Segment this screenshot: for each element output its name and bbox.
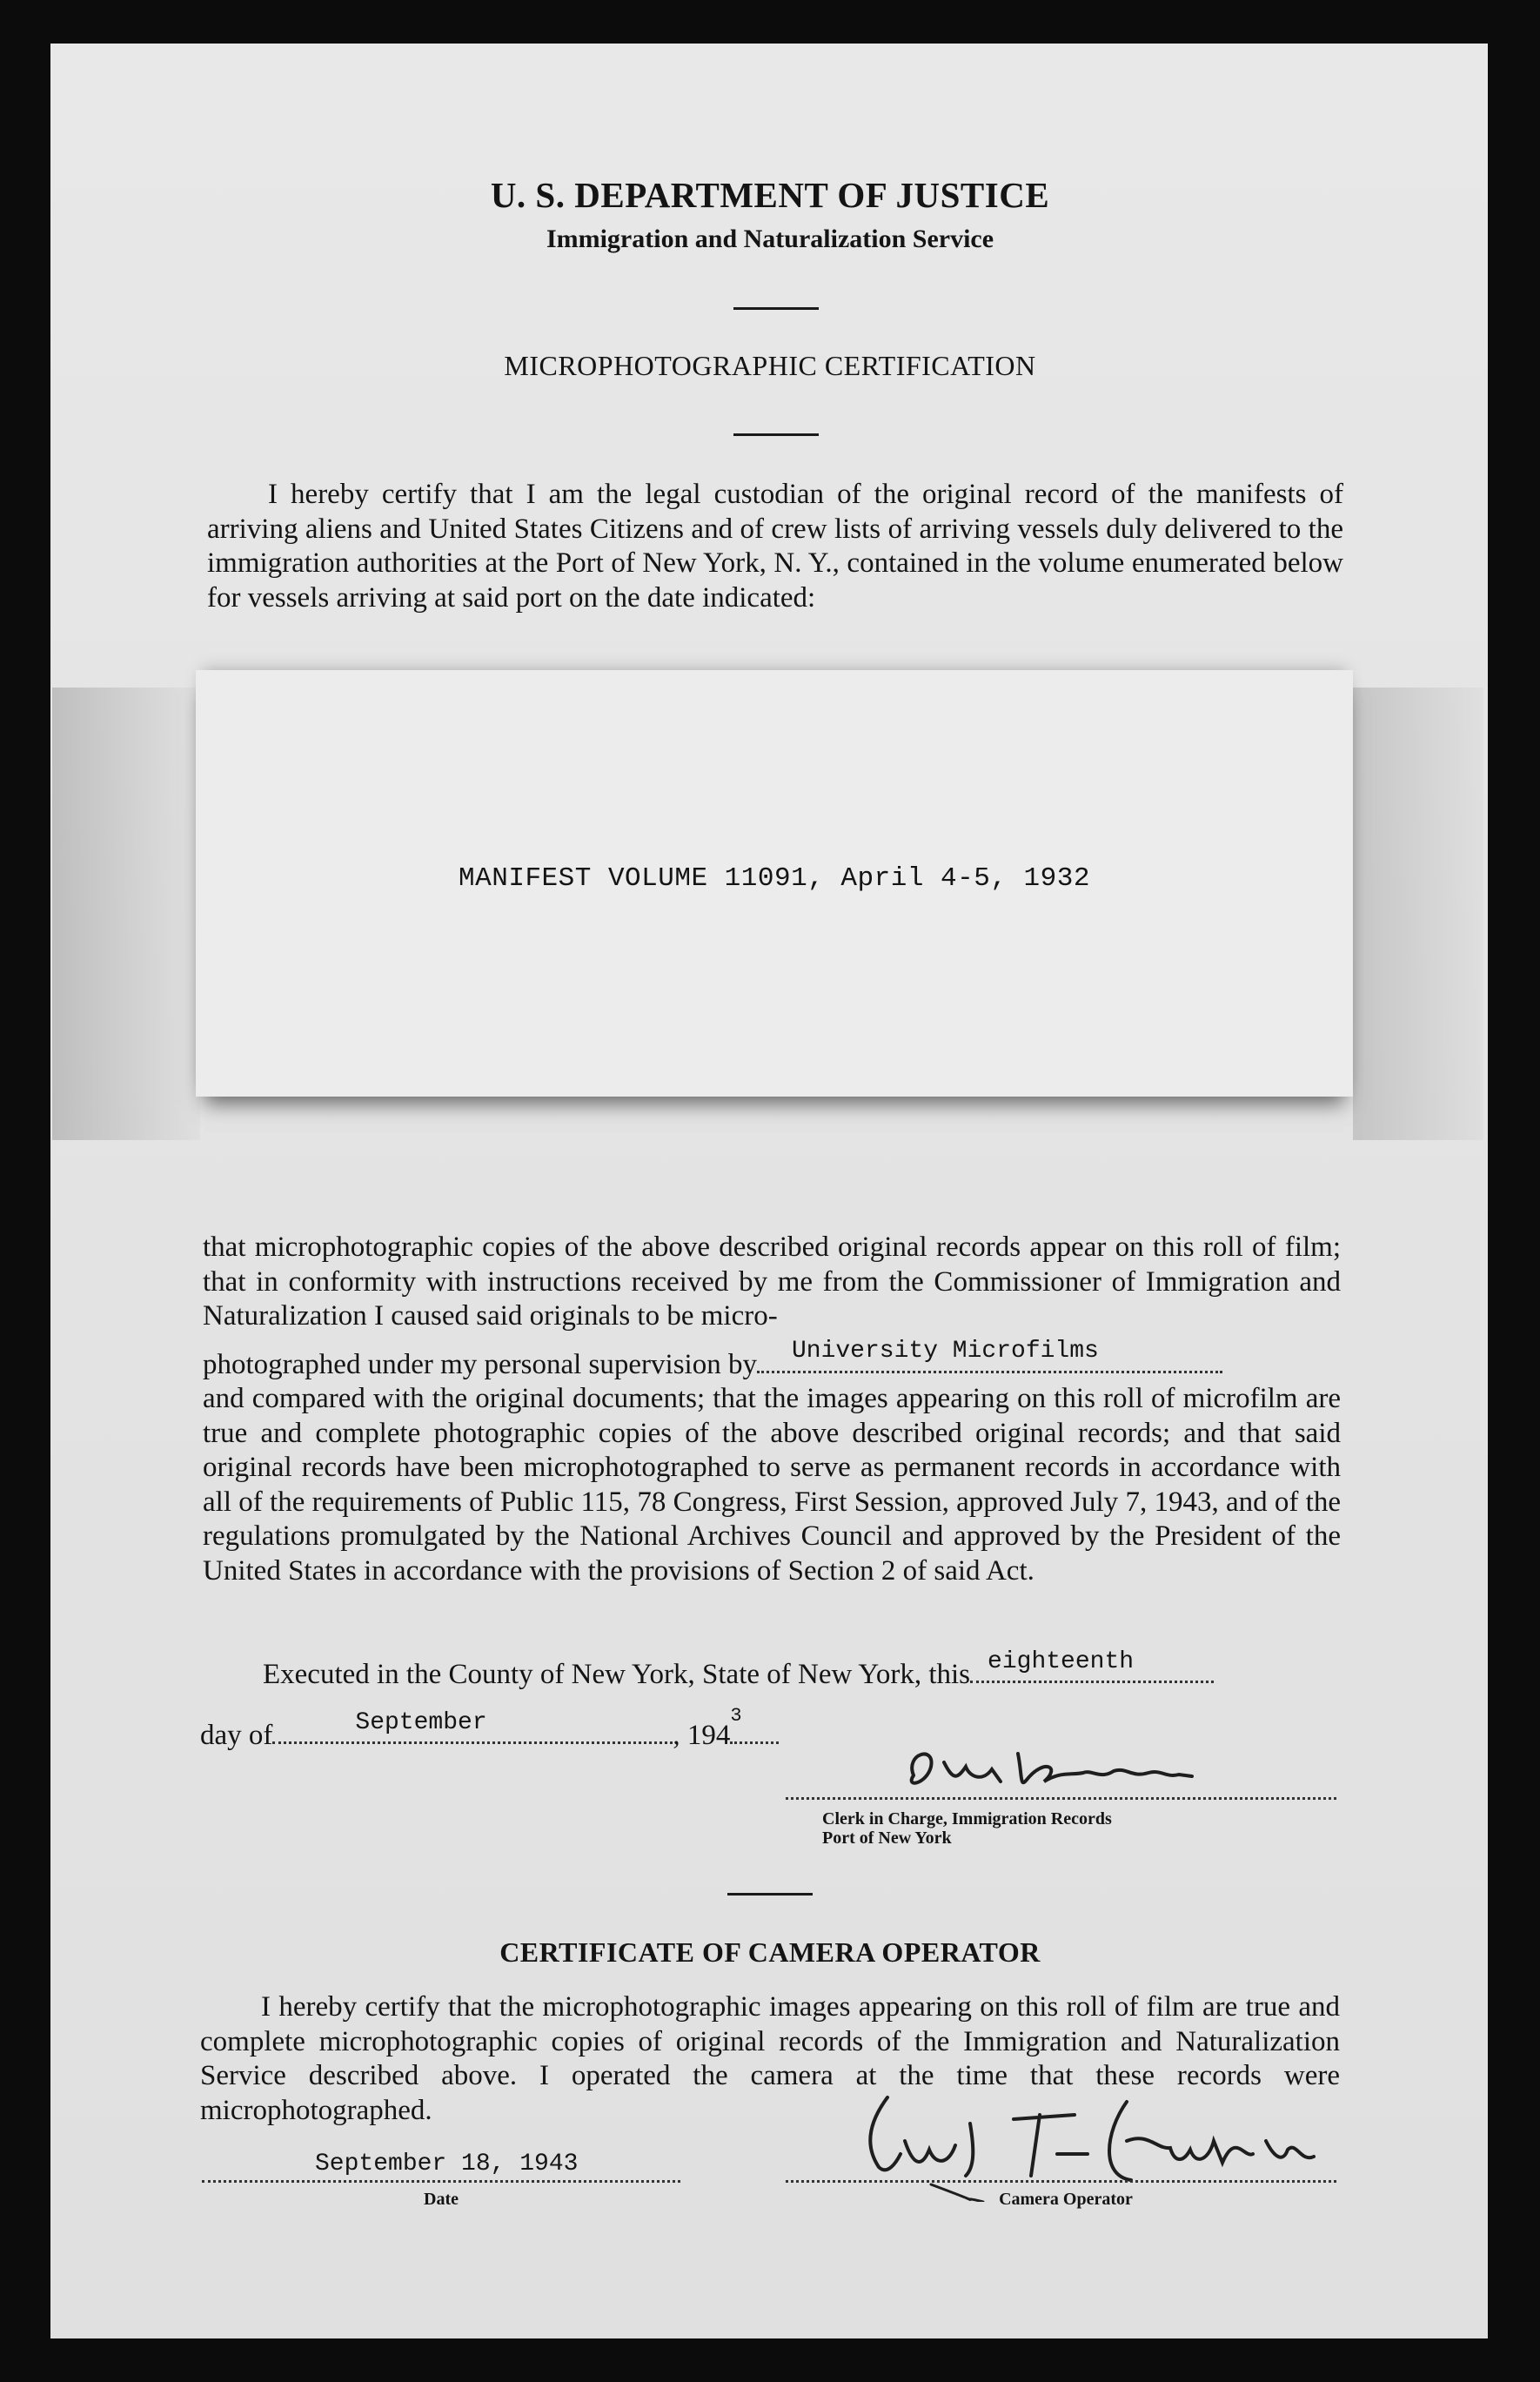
body-line2 xyxy=(203,1339,1341,1383)
date-label: Date xyxy=(424,2190,459,2209)
clerk-title-line2: Port of New York xyxy=(822,1828,952,1848)
clerk-signature xyxy=(783,1728,1340,1806)
camera-operator-paragraph: I hereby certify that the microphotographic images appearing on this roll of film are true and complete microphotographic copies of original records of the Immigration and Naturalization Service described above. I operated the camera at the time that these records were microphotographed. xyxy=(200,1991,1340,2126)
body-paragraph xyxy=(203,1231,1341,1588)
supervision-prefix: photographed under my personal supervision by xyxy=(203,1348,757,1380)
year-field xyxy=(730,1704,779,1744)
clerk-signature-line xyxy=(786,1797,1336,1800)
year-digit: 3 xyxy=(730,1704,742,1727)
day-of-label: day of xyxy=(200,1720,273,1751)
operator-label: Camera Operator xyxy=(999,2190,1133,2209)
manifest-card xyxy=(196,670,1353,1097)
card-shadow-left xyxy=(52,688,200,1140)
month-value: September xyxy=(355,1708,487,1736)
clerk-title xyxy=(822,1809,1257,1848)
camera-operator-heading: CERTIFICATE OF CAMERA OPERATOR xyxy=(499,1936,1041,1968)
service-subtitle: Immigration and Naturalization Service xyxy=(546,225,994,253)
intro-paragraph: I hereby certify that I am the legal custodian of the original record of the manifests of arriving aliens and United States Citizens and of crew lists of arriving vessels duly delivered to the immigration authorities at the Port of New York, N. Y., contained in the volume enumerated below for vessels arriving at said port on the date indicated: xyxy=(207,479,1343,614)
day-value: eighteenth xyxy=(988,1647,1135,1675)
clerk-title-line1: Clerk in Charge, Immigration Records xyxy=(822,1809,1112,1828)
date-signature-line xyxy=(202,2180,680,2183)
operator-date-field xyxy=(202,2151,680,2183)
month-field xyxy=(272,1710,673,1744)
manifest-volume-text: MANIFEST VOLUME 11091, April 4-5, 1932 xyxy=(459,863,1090,894)
section-divider xyxy=(727,1893,813,1896)
operator-date-value: September 18, 1943 xyxy=(315,2151,579,2177)
execution-line xyxy=(263,1649,1342,1693)
body-line1: that microphotographic copies of the above described original records appear on this roll of film; that in conformity with instructions received by me from the Commissioner of Immigration and Naturalization I caused said originals to be micro- xyxy=(203,1231,1341,1332)
execution-prefix: Executed in the County of New York, State of New York, this xyxy=(263,1659,971,1690)
camera-operator-signature xyxy=(827,2080,1349,2202)
certification-title: MICROPHOTOGRAPHIC CERTIFICATION xyxy=(504,350,1036,381)
header-divider xyxy=(733,307,819,310)
card-shadow-right xyxy=(1353,688,1483,1140)
department-title: U. S. DEPARTMENT OF JUSTICE xyxy=(490,175,1050,215)
day-field xyxy=(970,1649,1214,1683)
title-divider xyxy=(733,433,819,436)
body-line3: and compared with the original documents; that the images appearing on this roll of microfilm are true and complete photographic copies of the above described original records; and that said original records have been microphotographed to serve as permanent records in accordance with all of the requirements of Public 115, 78 Congress, First Session, approved July 7, 1943, and of the regulations promulgated by the National Archives Council and approved by the President of the United States in accordance with the provisions of Section 2 of said Act. xyxy=(203,1383,1341,1587)
year-prefix: , 194 xyxy=(673,1720,731,1751)
operator-signature-line xyxy=(786,2180,1336,2183)
supervisor-value: University Microfilms xyxy=(791,1338,1099,1365)
supervisor-field xyxy=(757,1339,1222,1373)
